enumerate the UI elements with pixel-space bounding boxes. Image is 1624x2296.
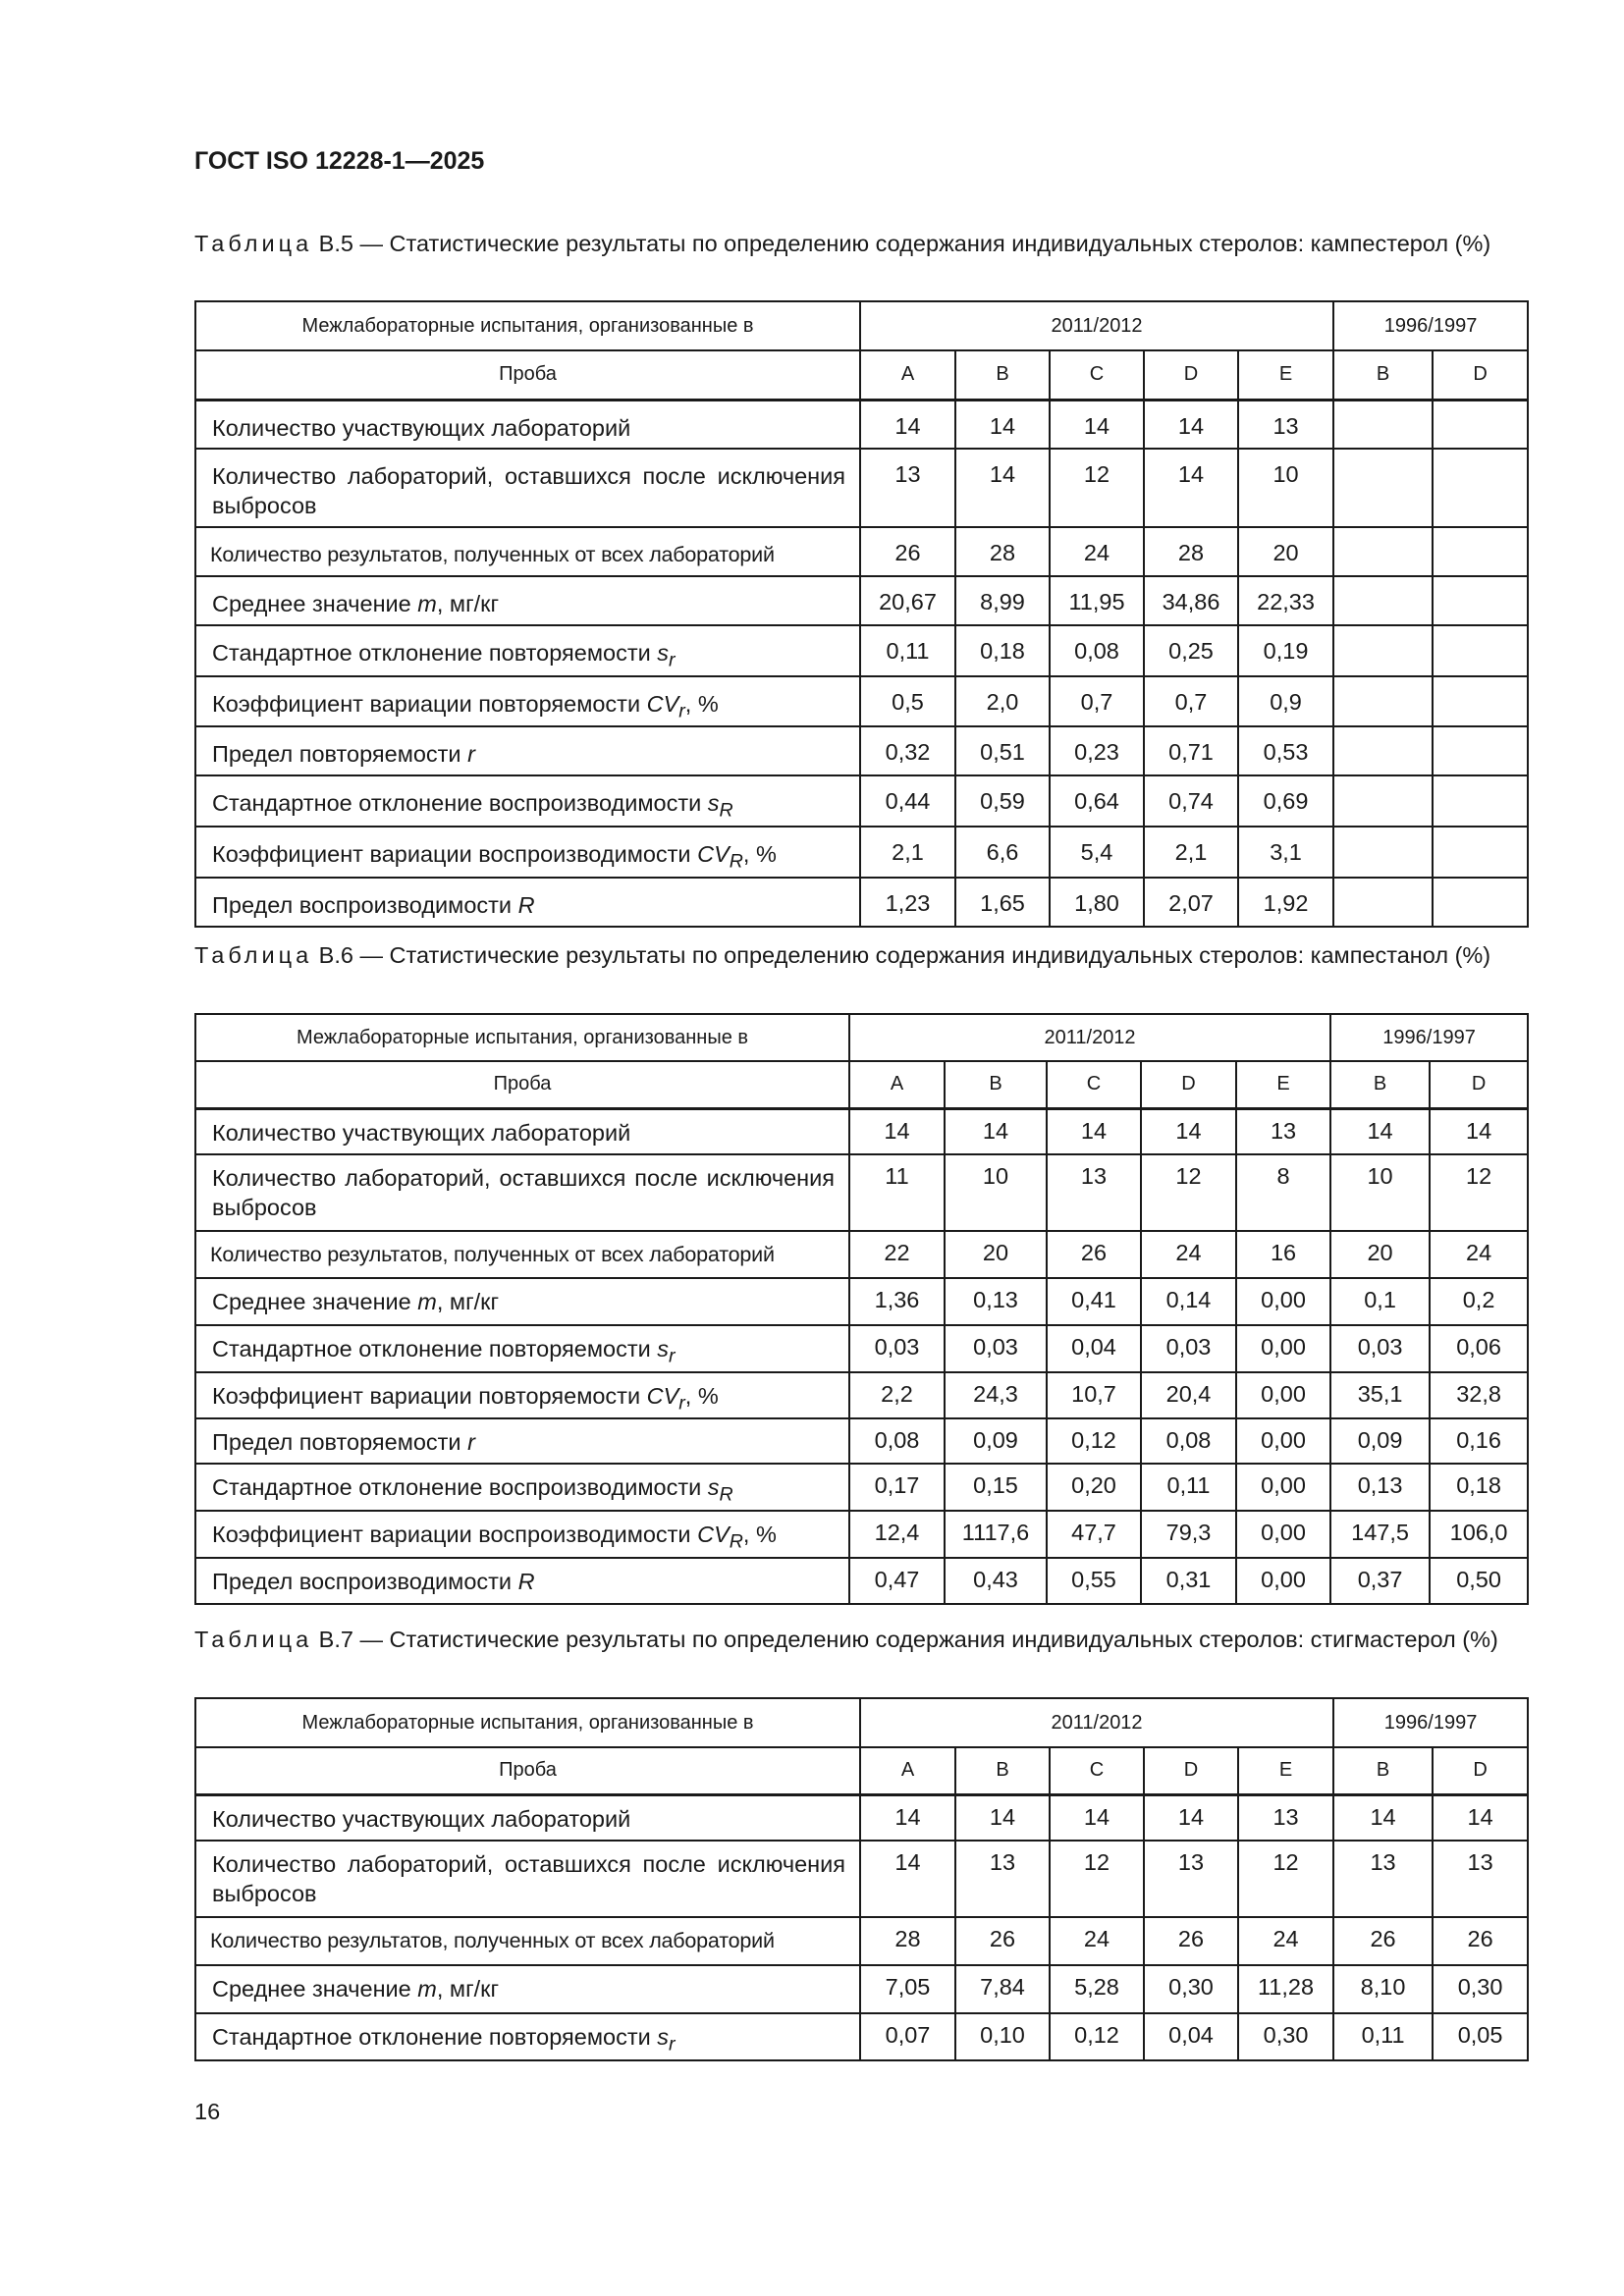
sample-header: D	[1433, 350, 1528, 400]
cell: 0,11	[1333, 2013, 1433, 2060]
sample-header: B	[1333, 1747, 1433, 1794]
cell: 0,74	[1144, 775, 1238, 827]
row-label: Предел повторяемости r	[195, 726, 860, 775]
cell: 0,03	[1330, 1325, 1430, 1372]
table-row	[195, 576, 1528, 625]
cell: 0,71	[1144, 726, 1238, 775]
header-organized-by: Межлабораторные испытания, организованные в	[195, 1014, 849, 1061]
cell: 0,41	[1047, 1278, 1141, 1325]
cell: 1117,6	[945, 1511, 1047, 1558]
cell: 6,6	[955, 827, 1050, 878]
cell: 0,18	[1430, 1464, 1528, 1511]
cell: 14	[1047, 1108, 1141, 1154]
cell: 0,17	[849, 1464, 945, 1511]
cell: 13	[1047, 1154, 1141, 1231]
cell: 2,1	[1144, 827, 1238, 878]
cell: 0,47	[849, 1558, 945, 1604]
row-label: Количество участвующих лабораторий	[195, 1794, 860, 1841]
cell: 0,00	[1236, 1372, 1330, 1419]
row-label: Стандартное отклонение повторяемости $s_r$	[195, 1325, 849, 1372]
cell: 0,9	[1238, 676, 1333, 727]
sample-header: A	[849, 1061, 945, 1108]
cell: 0,10	[955, 2013, 1050, 2060]
cell: 26	[1433, 1917, 1528, 1965]
cell: 16	[1236, 1231, 1330, 1278]
cell: 13	[1144, 1841, 1238, 1917]
cell	[1433, 726, 1528, 775]
cell: 26	[1144, 1917, 1238, 1965]
table-row	[195, 1108, 1528, 1154]
cell: 0,14	[1141, 1278, 1236, 1325]
cell: 0,50	[1430, 1558, 1528, 1604]
row-label: Количество результатов, полученных от всех лабораторий	[195, 1917, 860, 1965]
cell: 0,31	[1141, 1558, 1236, 1604]
cell: 11,95	[1050, 576, 1144, 625]
cell: 0,11	[860, 625, 955, 676]
cell: 5,4	[1050, 827, 1144, 878]
cell: 0,19	[1238, 625, 1333, 676]
cell: 13	[1236, 1108, 1330, 1154]
page-number: 16	[194, 2099, 221, 2124]
header-period-1996-1997: 1996/1997	[1333, 1698, 1528, 1747]
cell: 8,99	[955, 576, 1050, 625]
table-row	[195, 1325, 1528, 1372]
table-row	[195, 1965, 1528, 2013]
cell: 0,11	[1141, 1464, 1236, 1511]
table-b6	[194, 1013, 1529, 1605]
row-label: Количество результатов, полученных от всех лабораторий	[195, 1231, 849, 1278]
cell	[1433, 878, 1528, 927]
cell: 0,30	[1433, 1965, 1528, 2013]
row-label: Коэффициент вариации повторяемости $CV_r$, %	[195, 1372, 849, 1419]
cell: 7,05	[860, 1965, 955, 2013]
table-row	[195, 449, 1528, 527]
sample-header: B	[945, 1061, 1047, 1108]
cell: 35,1	[1330, 1372, 1430, 1419]
row-label: Количество лабораторий, оставшихся после исключения выбросов	[195, 1154, 849, 1231]
cell: 0,08	[849, 1418, 945, 1464]
row-label: Предел воспроизводимости R	[195, 1558, 849, 1604]
sample-header: D	[1433, 1747, 1528, 1794]
cell: 12	[1141, 1154, 1236, 1231]
cell	[1333, 775, 1433, 827]
cell: 0,7	[1050, 676, 1144, 727]
row-label: Стандартное отклонение воспроизводимости $s_R$	[195, 1464, 849, 1511]
sample-header: D	[1144, 350, 1238, 400]
cell: 2,2	[849, 1372, 945, 1419]
cell: 0,55	[1047, 1558, 1141, 1604]
cell: 0,00	[1236, 1325, 1330, 1372]
cell: 34,86	[1144, 576, 1238, 625]
cell: 24	[1430, 1231, 1528, 1278]
table-sample-row	[195, 1061, 1528, 1108]
cell: 14	[1141, 1108, 1236, 1154]
cell: 0,7	[1144, 676, 1238, 727]
table-row	[195, 1558, 1528, 1604]
row-label: Предел воспроизводимости R	[195, 878, 860, 927]
cell: 2,0	[955, 676, 1050, 727]
cell: 147,5	[1330, 1511, 1430, 1558]
cell: 47,7	[1047, 1511, 1141, 1558]
row-label: Количество результатов, полученных от всех лабораторий	[195, 527, 860, 576]
table-header-row	[195, 301, 1528, 350]
caption-prefix: Таблица	[194, 231, 313, 256]
row-label: Количество участвующих лабораторий	[195, 400, 860, 449]
cell	[1433, 827, 1528, 878]
row-label: Количество лабораторий, оставшихся после исключения выбросов	[195, 1841, 860, 1917]
table-row	[195, 1794, 1528, 1841]
cell: 14	[1433, 1794, 1528, 1841]
cell: 2,1	[860, 827, 955, 878]
table-b5-caption	[194, 229, 1525, 258]
sample-header: B	[1330, 1061, 1430, 1108]
header-organized-by: Межлабораторные испытания, организованные в	[195, 1698, 860, 1747]
cell: 0,30	[1144, 1965, 1238, 2013]
sample-header: B	[955, 1747, 1050, 1794]
sample-header: D	[1141, 1061, 1236, 1108]
cell	[1433, 449, 1528, 527]
cell: 3,1	[1238, 827, 1333, 878]
cell	[1333, 676, 1433, 727]
cell: 0,59	[955, 775, 1050, 827]
cell: 0,51	[955, 726, 1050, 775]
cell: 0,09	[945, 1418, 1047, 1464]
cell: 14	[1050, 1794, 1144, 1841]
cell: 10	[1238, 449, 1333, 527]
sample-header: A	[860, 350, 955, 400]
cell: 0,64	[1050, 775, 1144, 827]
header-sample: Проба	[195, 1747, 860, 1794]
cell: 13	[1333, 1841, 1433, 1917]
table-row	[195, 2013, 1528, 2060]
cell: 13	[1433, 1841, 1528, 1917]
sample-header: C	[1047, 1061, 1141, 1108]
cell: 0,00	[1236, 1464, 1330, 1511]
sample-header: D	[1430, 1061, 1528, 1108]
cell: 0,03	[1141, 1325, 1236, 1372]
cell: 14	[1050, 400, 1144, 449]
cell: 0,04	[1047, 1325, 1141, 1372]
table-row	[195, 827, 1528, 878]
cell: 14	[945, 1108, 1047, 1154]
table-row	[195, 1917, 1528, 1965]
cell: 0,06	[1430, 1325, 1528, 1372]
table-sample-row	[195, 350, 1528, 400]
cell	[1333, 449, 1433, 527]
cell	[1333, 400, 1433, 449]
cell	[1333, 726, 1433, 775]
cell: 0,12	[1050, 2013, 1144, 2060]
cell: 13	[1238, 400, 1333, 449]
cell: 0,15	[945, 1464, 1047, 1511]
sample-header: C	[1050, 350, 1144, 400]
cell	[1433, 400, 1528, 449]
cell: 0,07	[860, 2013, 955, 2060]
table-row	[195, 1372, 1528, 1419]
cell: 14	[860, 400, 955, 449]
caption-text: В.5 — Статистические результаты по определению содержания индивидуальных стеролов: кампестерол (%)	[312, 231, 1491, 256]
cell: 32,8	[1430, 1372, 1528, 1419]
header-sample: Проба	[195, 350, 860, 400]
table-b7-caption	[194, 1625, 1525, 1654]
cell: 10	[1330, 1154, 1430, 1231]
cell: 2,07	[1144, 878, 1238, 927]
table-header-row	[195, 1014, 1528, 1061]
cell: 13	[1238, 1794, 1333, 1841]
cell: 8	[1236, 1154, 1330, 1231]
table-row	[195, 1841, 1528, 1917]
cell: 24,3	[945, 1372, 1047, 1419]
cell: 12	[1430, 1154, 1528, 1231]
cell: 11	[849, 1154, 945, 1231]
cell: 14	[1144, 400, 1238, 449]
table-row	[195, 878, 1528, 927]
cell: 0,04	[1144, 2013, 1238, 2060]
cell: 26	[1333, 1917, 1433, 1965]
cell: 0,03	[849, 1325, 945, 1372]
row-label: Стандартное отклонение повторяемости $s_r$	[195, 625, 860, 676]
cell: 20	[1238, 527, 1333, 576]
row-label: Количество участвующих лабораторий	[195, 1108, 849, 1154]
cell	[1333, 527, 1433, 576]
row-label: Коэффициент вариации воспроизводимости $CV_R$, %	[195, 1511, 849, 1558]
table-row	[195, 775, 1528, 827]
table-row	[195, 527, 1528, 576]
cell: 10	[945, 1154, 1047, 1231]
cell: 20	[1330, 1231, 1430, 1278]
cell: 0,5	[860, 676, 955, 727]
caption-prefix: Таблица	[194, 942, 313, 968]
cell: 1,65	[955, 878, 1050, 927]
cell: 0,05	[1433, 2013, 1528, 2060]
cell: 28	[1144, 527, 1238, 576]
table-row	[195, 400, 1528, 449]
header-period-1996-1997: 1996/1997	[1330, 1014, 1528, 1061]
cell: 14	[1330, 1108, 1430, 1154]
cell	[1333, 878, 1433, 927]
cell: 12	[1050, 449, 1144, 527]
table-header-row	[195, 1698, 1528, 1747]
cell: 1,92	[1238, 878, 1333, 927]
table-row	[195, 1418, 1528, 1464]
sample-header: E	[1238, 350, 1333, 400]
cell: 0,00	[1236, 1511, 1330, 1558]
cell: 14	[955, 1794, 1050, 1841]
table-b6-caption	[194, 940, 1525, 970]
cell: 26	[1047, 1231, 1141, 1278]
cell: 8,10	[1333, 1965, 1433, 2013]
cell	[1433, 676, 1528, 727]
cell	[1333, 827, 1433, 878]
cell: 14	[860, 1841, 955, 1917]
cell: 14	[1430, 1108, 1528, 1154]
cell: 12,4	[849, 1511, 945, 1558]
header-sample: Проба	[195, 1061, 849, 1108]
cell	[1433, 527, 1528, 576]
cell	[1333, 625, 1433, 676]
cell: 0,16	[1430, 1418, 1528, 1464]
table-b5	[194, 300, 1529, 928]
table-row	[195, 1154, 1528, 1231]
row-label: Среднее значение m, мг/кг	[195, 1278, 849, 1325]
cell: 20	[945, 1231, 1047, 1278]
row-label: Коэффициент вариации воспроизводимости $CV_R$, %	[195, 827, 860, 878]
cell: 26	[860, 527, 955, 576]
cell: 12	[1050, 1841, 1144, 1917]
cell: 0,09	[1330, 1418, 1430, 1464]
cell: 14	[1144, 1794, 1238, 1841]
cell: 0,00	[1236, 1558, 1330, 1604]
sample-header: B	[955, 350, 1050, 400]
cell: 79,3	[1141, 1511, 1236, 1558]
sample-header: B	[1333, 350, 1433, 400]
cell: 12	[1238, 1841, 1333, 1917]
cell: 14	[955, 400, 1050, 449]
sample-header: D	[1144, 1747, 1238, 1794]
row-label: Среднее значение m, мг/кг	[195, 1965, 860, 2013]
document-code: ГОСТ ISO 12228-1—2025	[194, 147, 485, 175]
cell: 13	[955, 1841, 1050, 1917]
header-period-2011-2012: 2011/2012	[860, 1698, 1333, 1747]
cell: 14	[1144, 449, 1238, 527]
cell: 0,1	[1330, 1278, 1430, 1325]
row-label: Коэффициент вариации повторяемости $CV_r$, %	[195, 676, 860, 727]
cell: 0,12	[1047, 1418, 1141, 1464]
cell: 10,7	[1047, 1372, 1141, 1419]
cell: 28	[860, 1917, 955, 1965]
cell: 20,4	[1141, 1372, 1236, 1419]
cell: 0,20	[1047, 1464, 1141, 1511]
cell: 0,2	[1430, 1278, 1528, 1325]
cell: 22	[849, 1231, 945, 1278]
table-row	[195, 676, 1528, 727]
cell: 106,0	[1430, 1511, 1528, 1558]
table-row	[195, 1231, 1528, 1278]
cell: 0,44	[860, 775, 955, 827]
table-b7	[194, 1697, 1529, 2061]
table-sample-row	[195, 1747, 1528, 1794]
cell: 0,18	[955, 625, 1050, 676]
row-label: Количество лабораторий, оставшихся после исключения выбросов	[195, 449, 860, 527]
cell: 22,33	[1238, 576, 1333, 625]
row-label: Предел повторяемости r	[195, 1418, 849, 1464]
sample-header: A	[860, 1747, 955, 1794]
cell: 14	[1333, 1794, 1433, 1841]
table-row	[195, 1511, 1528, 1558]
cell: 26	[955, 1917, 1050, 1965]
cell: 1,36	[849, 1278, 945, 1325]
cell: 0,69	[1238, 775, 1333, 827]
cell: 11,28	[1238, 1965, 1333, 2013]
cell: 0,08	[1141, 1418, 1236, 1464]
header-organized-by: Межлабораторные испытания, организованные в	[195, 301, 860, 350]
row-label: Стандартное отклонение повторяемости $s_r$	[195, 2013, 860, 2060]
cell: 5,28	[1050, 1965, 1144, 2013]
cell: 0,43	[945, 1558, 1047, 1604]
header-period-2011-2012: 2011/2012	[849, 1014, 1330, 1061]
cell: 0,00	[1236, 1278, 1330, 1325]
table-row	[195, 625, 1528, 676]
cell: 13	[860, 449, 955, 527]
header-period-2011-2012: 2011/2012	[860, 301, 1333, 350]
cell: 24	[1238, 1917, 1333, 1965]
cell: 0,23	[1050, 726, 1144, 775]
cell: 7,84	[955, 1965, 1050, 2013]
cell: 1,80	[1050, 878, 1144, 927]
cell: 0,37	[1330, 1558, 1430, 1604]
cell: 1,23	[860, 878, 955, 927]
cell: 14	[849, 1108, 945, 1154]
caption-prefix: Таблица	[194, 1627, 313, 1652]
cell: 14	[860, 1794, 955, 1841]
cell: 20,67	[860, 576, 955, 625]
cell: 0,03	[945, 1325, 1047, 1372]
table-row	[195, 726, 1528, 775]
table-row	[195, 1464, 1528, 1511]
cell: 0,25	[1144, 625, 1238, 676]
sample-header: E	[1238, 1747, 1333, 1794]
cell: 0,32	[860, 726, 955, 775]
cell: 14	[955, 449, 1050, 527]
cell: 24	[1050, 1917, 1144, 1965]
cell: 0,13	[945, 1278, 1047, 1325]
sample-header: E	[1236, 1061, 1330, 1108]
caption-text: В.7 — Статистические результаты по определению содержания индивидуальных стеролов: стигмастерол (%)	[312, 1627, 1498, 1652]
cell: 24	[1050, 527, 1144, 576]
cell	[1433, 775, 1528, 827]
cell: 24	[1141, 1231, 1236, 1278]
cell	[1433, 625, 1528, 676]
header-period-1996-1997: 1996/1997	[1333, 301, 1528, 350]
cell: 0,08	[1050, 625, 1144, 676]
caption-text: В.6 — Статистические результаты по определению содержания индивидуальных стеролов: кампестанол (%)	[312, 942, 1491, 968]
cell: 0,30	[1238, 2013, 1333, 2060]
cell	[1333, 576, 1433, 625]
row-label: Стандартное отклонение воспроизводимости $s_R$	[195, 775, 860, 827]
sample-header: C	[1050, 1747, 1144, 1794]
table-row	[195, 1278, 1528, 1325]
cell	[1433, 576, 1528, 625]
cell: 28	[955, 527, 1050, 576]
cell: 0,00	[1236, 1418, 1330, 1464]
cell: 0,13	[1330, 1464, 1430, 1511]
row-label: Среднее значение m, мг/кг	[195, 576, 860, 625]
cell: 0,53	[1238, 726, 1333, 775]
